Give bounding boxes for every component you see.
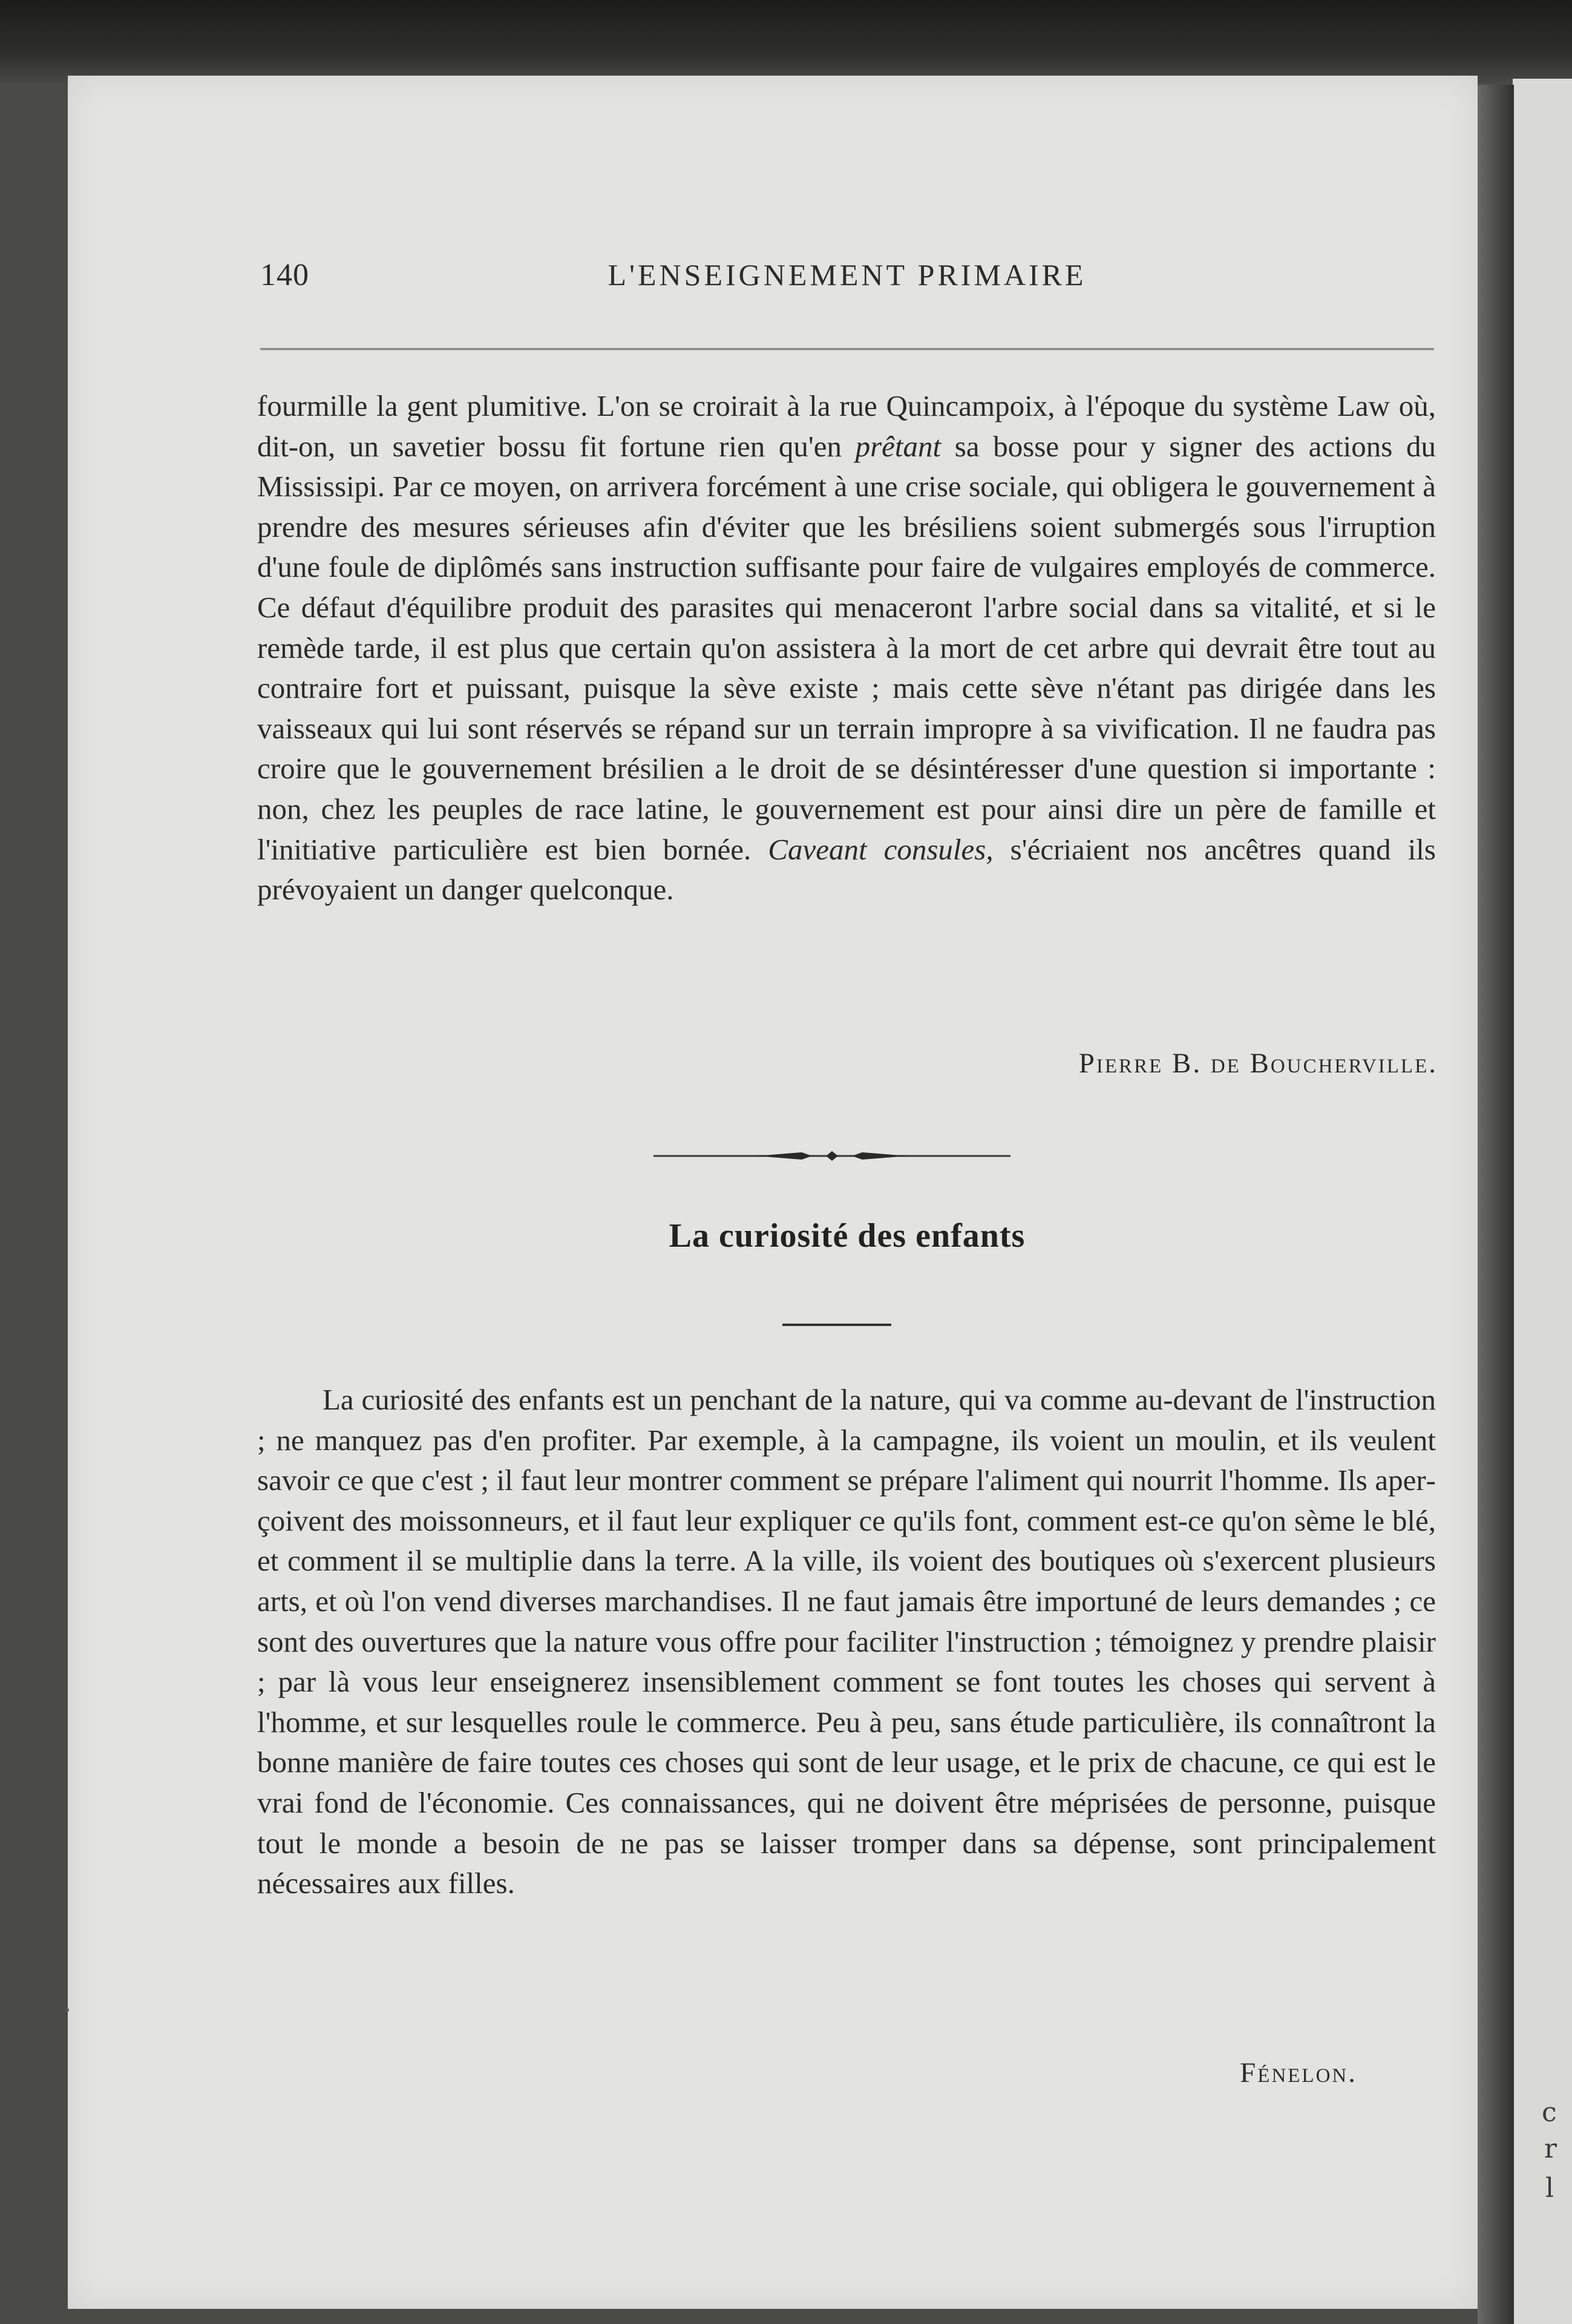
page-number: 140 xyxy=(260,258,309,292)
article-title: La curiosité des enfants xyxy=(669,1217,1026,1255)
author-signature: Pierre B. de Boucherville. xyxy=(1078,1048,1438,1079)
article-continuation-text xyxy=(257,386,1436,910)
paragraph-text-end: s'écriaient nos ancêtres quand ils prévoyaient un danger quelconque. xyxy=(257,832,1436,907)
facing-page-edge xyxy=(1513,79,1572,2324)
italic-word: prêtant xyxy=(855,429,942,463)
article-body-text: La curiosité des enfants est un penchant de la nature, qui va comme au-devant de l'instruction ; ne manquez pas d'en profiter. Par exemple, à la campagne, ils voient un moulin, et ils veulent savoir ce que c'est ; il faut leur montrer comment se prépare l'aliment qui nourrit l'homme. Ils aperçoivent des moissonneurs, et il faut leur expliquer ce qu'ils font, comment est-ce qu'on sème le blé, et comment il se multiplie dans la terre. A la ville, ils voient des boutiques où s'exercent plusieurs arts, et où l'on vend diverses marchandises. Il ne faut jamais être importuné de leurs demandes ; ce sont des ouvertures que la nature vous offre pour faciliter l'instruction ; témoignez y prendre plaisir ; par là vous leur enseignerez insensiblement comment se font toutes les choses qui servent à l'homme, et sur lesquelles roule le commerce. Peu à peu, sans étude particulière, ils connaîtront la bonne manière de faire toutes ces choses qui sont de leur usage, et le prix de chacune, ce qui est le vrai fond de l'économie. Ces connaissances, qui ne doivent être méprisées de personne, puisque tout le monde a besoin de ne pas se laisser tromper dans sa dépense, sont principalement nécessaires aux filles. xyxy=(257,1383,1436,1900)
author-signature: Fénelon. xyxy=(1240,2057,1357,2089)
margin-speck xyxy=(65,2008,69,2012)
paragraph-text-continued: sa bosse pour y signer des actions du Mississipi. Par ce moyen, on arrivera forcément à une crise sociale, qui obligera le gouvernement à prendre des mesures sérieuses afin d'éviter que les brésiliens soient submergés sous l'irruption d'une foule de diplômés sans instruction suffisante pour faire de vulgaires employés de commerce. Ce défaut d'équilibre produit des parasites qui menaceront l'arbre social dans sa vitalité, et si le remède tarde, il est plus que certain qu'on assistera à la mort de cet arbre qui devrait être tout au contraire fort et puissant, puisque la sève existe ; mais cette sève n'étant pas dirigée dans les vaisseaux qui lui sont réservés se répand sur un terrain impropre à sa vivification. Il ne faudra pas croire que le gouvernement brésilien a le droit de se désintéresser d'une question si importante : non, chez les peuples de race latine, le gouvernement est pour ainsi dire un père de famille et l'initiative particulière est bien bornée. xyxy=(257,429,1436,866)
section-ornament-divider xyxy=(653,1147,1010,1165)
page-spine-shadow xyxy=(1478,85,1514,2324)
latin-phrase: Caveant consules, xyxy=(768,832,994,866)
facing-page-fragment: r xyxy=(1544,2133,1557,2164)
journal-title: L'ENSEIGNEMENT PRIMAIRE xyxy=(608,258,1087,292)
paragraph-text: fourmille la gent plumitive. L'on se croirait à la rue Quincampoix, à l'époque du système Law où, dit-on, un savetier bossu fit fortune rien qu'en xyxy=(257,389,1436,463)
facing-page-fragment: c xyxy=(1542,2097,1557,2128)
running-header xyxy=(260,257,1434,300)
header-rule xyxy=(260,348,1434,350)
facing-page-fragment: l xyxy=(1545,2173,1554,2204)
title-rule xyxy=(782,1324,891,1326)
